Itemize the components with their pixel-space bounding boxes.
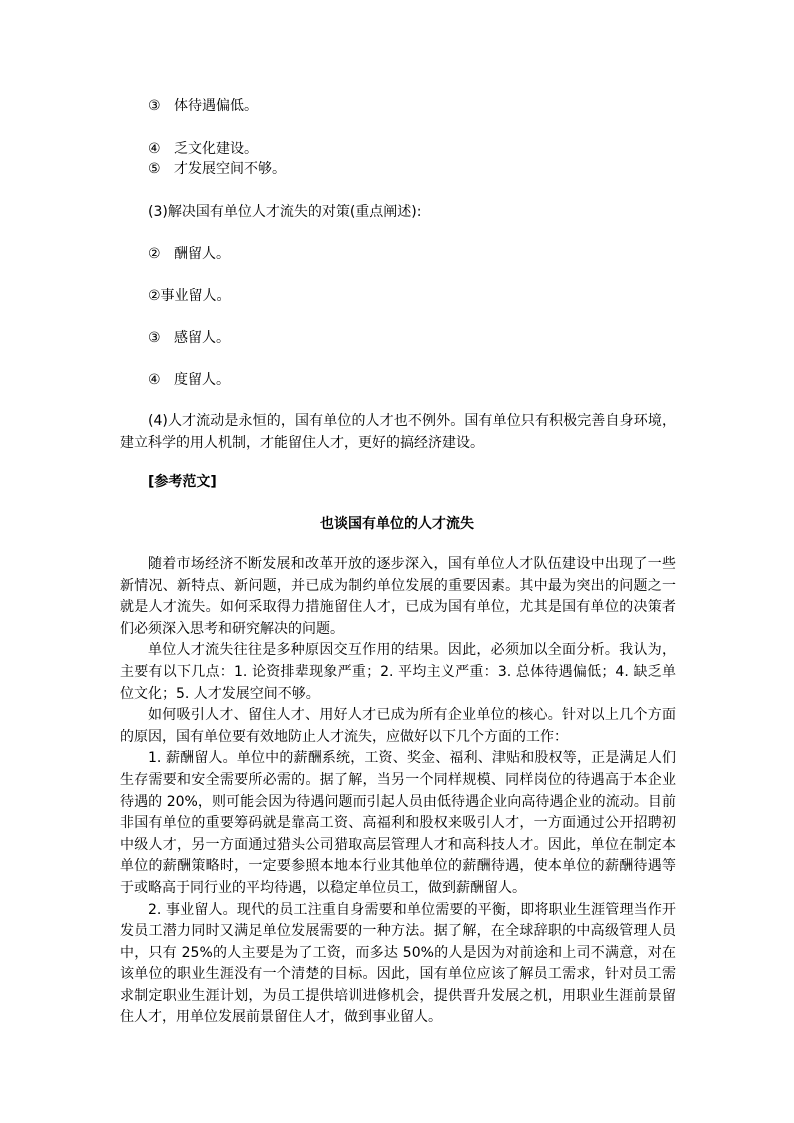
list-item-number: ④ [148, 372, 161, 388]
list-item [148, 159, 286, 179]
list-item-number: ③ [148, 330, 161, 346]
list-item [148, 286, 231, 306]
list-item [148, 244, 230, 264]
list-item-text: 才发展空间不够。 [174, 161, 286, 177]
list-item-number: ② [148, 246, 161, 262]
essay-paragraph: 1. 薪酬留人。单位中的薪酬系统，工资、奖金、福利、津贴和股权等，正是满足人们生存需要和安全需要所必需的。据了解，当另一个同样规模、同样岗位的待遇高于本企业待遇的 20%，则可能会因为待遇问题而引起人员由低待遇企业向高待遇企业的流动。目前非国有单位的重要筹码就是靠高工资、高福利和股权来吸引人才，一方面通过公开招聘初中级人才，另一方面通过猎头公司猎取高层管理人才和高科技人才。因此，单位在制定本单位的薪酬策略时，一定要参照本地本行业其他单位的薪酬待遇，使本单位的薪酬待遇等于或略高于同行业的平均待遇，以稳定单位员工，做到薪酬留人。 [120, 750, 676, 896]
list-item-text: ②事业留人。 [148, 288, 231, 304]
essay-paragraph: 如何吸引人才、留住人才、用好人才已成为所有企业单位的核心。针对以上几个方面的原因，国有单位要有效地防止人才流失，应做好以下几个方面的工作： [120, 707, 676, 745]
essay-body [120, 554, 676, 1029]
list-item-text: 度留人。 [174, 372, 230, 388]
list-item [148, 139, 258, 159]
reference-label: [参考范文] [148, 474, 217, 490]
list-item-text: 感留人。 [174, 330, 230, 346]
essay-title: 也谈国有单位的人才流失 [320, 516, 474, 532]
list-item-number: ④ [148, 141, 161, 157]
list-item-number: ③ [148, 98, 161, 114]
essay-paragraph: 2. 事业留人。现代的员工注重自身需要和单位需要的平衡，即将职业生涯管理当作开发员工潜力同时又满足单位发展需要的一种方法。据了解，在全球辞职的中高级管理人员中，只有 25%的人主要是为了工资，而多达 50%的人是因为对前途和上司不满意，对在该单位的职业生涯没有一个清楚的目标。因此，国有单位应该了解员工需求，针对员工需求制定职业生涯计划，为员工提供培训进修机会，提供晋升发展之机，用职业生涯前景留住人才，用单位发展前景留住人才，做到事业留人。 [120, 901, 676, 1026]
essay-paragraph: 随着市场经济不断发展和改革开放的逐步深入，国有单位人才队伍建设中出现了一些新情况、新特点、新问题，并已成为制约单位发展的重要因素。其中最为突出的问题之一就是人才流失。如何采取得力措施留住人才，已成为国有单位，尤其是国有单位的决策者们必须深入思考和研究解决的问题。 [120, 556, 676, 637]
essay-paragraph: 单位人才流失往往是多种原因交互作用的结果。因此，必须加以全面分析。我认为，主要有以下几点：1. 论资排辈现象严重；2. 平均主义严重：3. 总体待遇偏低；4. 缺乏单位文化；5. 人才发展空间不够。 [120, 642, 676, 702]
list-item-text: 酬留人。 [174, 246, 230, 262]
list-item-text: 体待遇偏低。 [174, 98, 258, 114]
section-paragraph [120, 410, 676, 454]
paragraph-text: (4)人才流动是永恒的，国有单位的人才也不例外。国有单位只有积极完善自身环境，建立科学的用人机制，才能留住人才，更好的搞经济建设。 [120, 413, 676, 451]
list-item [148, 96, 258, 116]
list-item [148, 370, 230, 390]
list-item-text: 乏文化建设。 [174, 141, 258, 157]
list-item [148, 328, 230, 348]
list-item-number: ⑤ [148, 161, 161, 177]
section-heading: (3)解决国有单位人才流失的对策(重点阐述): [148, 204, 422, 220]
